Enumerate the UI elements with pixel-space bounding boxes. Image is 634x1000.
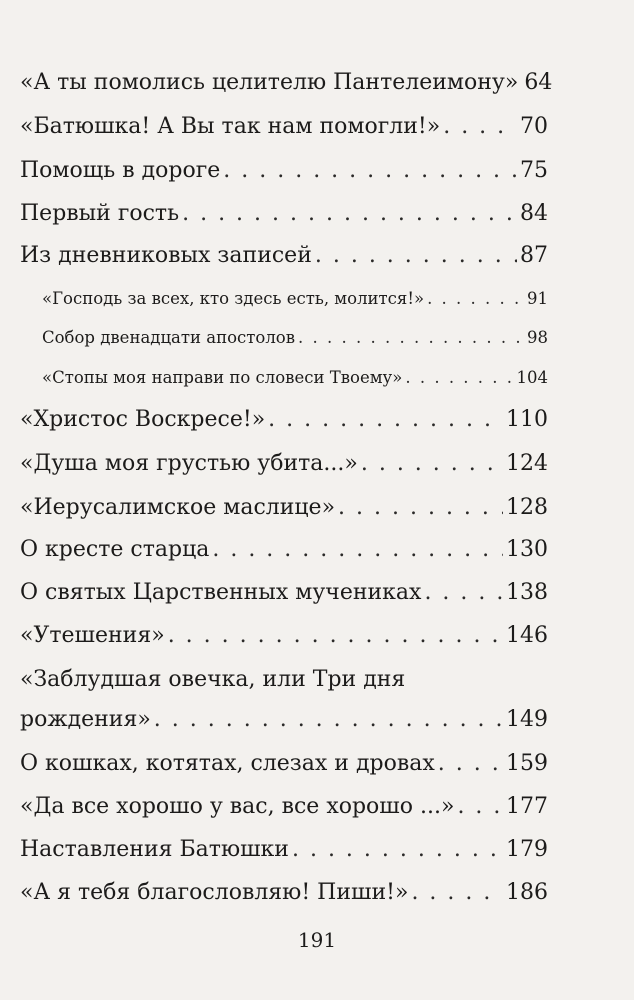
toc-entry-title: «Утешения»: [20, 623, 165, 648]
toc-entry-title: Из дневниковых записей: [20, 243, 312, 268]
toc-entry-page: 186: [506, 880, 548, 905]
toc-entry-title: Помощь в дороге: [20, 158, 221, 183]
toc-entry-page: 98: [527, 328, 548, 347]
toc-subentry: [42, 328, 548, 347]
toc-entry-page: 130: [506, 537, 548, 562]
toc-entry-title: «А я тебя благословляю! Пиши!»: [20, 880, 409, 905]
toc-entry: [20, 794, 548, 819]
toc-entry-page: 128: [506, 495, 548, 520]
toc-entry: [20, 837, 548, 862]
toc-entry-title: «Душа моя грустью убита...»: [20, 451, 358, 476]
toc-entry: [20, 751, 548, 776]
toc-entry-title-line2: рождения»: [20, 707, 151, 732]
toc-entry-title: Наставления Батюшки: [20, 837, 289, 862]
toc-entry-title: «Да все хорошо у вас, все хорошо ...»: [20, 794, 455, 819]
toc-leader-dots: [212, 537, 503, 562]
toc-leader-dots: [438, 751, 503, 776]
toc-leader-dots: [298, 328, 524, 347]
toc-entry: [20, 495, 548, 520]
toc-entry-page: 84: [520, 201, 548, 226]
toc-entry-page: 87: [520, 243, 548, 268]
toc-entry: [20, 707, 548, 732]
toc-leader-dots: [338, 495, 503, 520]
toc-entry-page: 159: [506, 751, 548, 776]
toc-entry: [20, 580, 548, 605]
toc-entry-title: «Господь за всех, кто здесь есть, молится!»: [42, 289, 425, 308]
toc-entry: [20, 70, 553, 95]
toc-entry: [20, 880, 548, 905]
toc-entry-page: 70: [520, 114, 548, 139]
toc-entry-page: 124: [506, 451, 548, 476]
toc-entry: [20, 623, 548, 648]
toc-entry-title: «Стопы моя направи по словеси Твоему»: [42, 368, 403, 387]
toc-leader-dots: [457, 794, 503, 819]
toc-leader-dots: [168, 623, 503, 648]
toc-leader-dots: [427, 289, 524, 308]
toc-entry-title: Собор двенадцати апостолов: [42, 328, 296, 347]
toc-entry-page: 110: [506, 407, 548, 432]
toc-entry: [20, 537, 548, 562]
toc-leader-dots: [268, 407, 503, 432]
toc-leader-dots: [443, 114, 517, 139]
toc-entry-title-line1: «Заблудшая овечка, или Три дня: [20, 667, 406, 692]
toc-subentry: [42, 289, 548, 308]
toc-entry: [20, 158, 548, 183]
toc-entry-title: «Христос Воскресе!»: [20, 407, 266, 432]
toc-leader-dots: [424, 580, 503, 605]
toc-entry-page: 149: [506, 707, 548, 732]
page-number: 191: [297, 928, 337, 952]
toc-entry-page: 64: [524, 70, 553, 95]
toc-entry-page: 179: [506, 837, 548, 862]
toc-subentry: [42, 368, 548, 387]
toc-entry-title: «Иерусалимское маслице»: [20, 495, 336, 520]
toc-entry: [20, 451, 548, 476]
toc-leader-dots: [154, 707, 503, 732]
toc-entry-page: 75: [520, 158, 548, 183]
toc-leader-dots: [315, 243, 517, 268]
toc-leader-dots: [405, 368, 513, 387]
toc-leader-dots: [292, 837, 503, 862]
toc-entry-title: «Батюшка! А Вы так нам помогли!»: [20, 114, 441, 139]
toc-leader-dots: [182, 201, 517, 226]
toc-entry-page: 138: [506, 580, 548, 605]
toc-leader-dots: [361, 451, 503, 476]
toc-entry-page: 146: [506, 623, 548, 648]
toc-entry-title: О кошках, котятах, слезах и дровах: [20, 751, 435, 776]
toc-entry-page: 104: [516, 368, 548, 387]
toc-entry: [20, 201, 548, 226]
toc-entry: [20, 407, 548, 432]
toc-entry-title: О кресте старца: [20, 537, 210, 562]
toc-entry-title: О святых Царственных мучениках: [20, 580, 422, 605]
toc-entry-page: 177: [506, 794, 548, 819]
toc-entry-page: 91: [527, 289, 548, 308]
toc-entry-title: Первый гость: [20, 201, 180, 226]
toc-entry-title: «А ты помолись целителю Пантелеимону»: [20, 70, 519, 95]
toc-leader-dots: [411, 880, 503, 905]
toc-leader-dots: [223, 158, 517, 183]
toc-entry: [20, 243, 548, 268]
toc-entry: [20, 114, 548, 139]
